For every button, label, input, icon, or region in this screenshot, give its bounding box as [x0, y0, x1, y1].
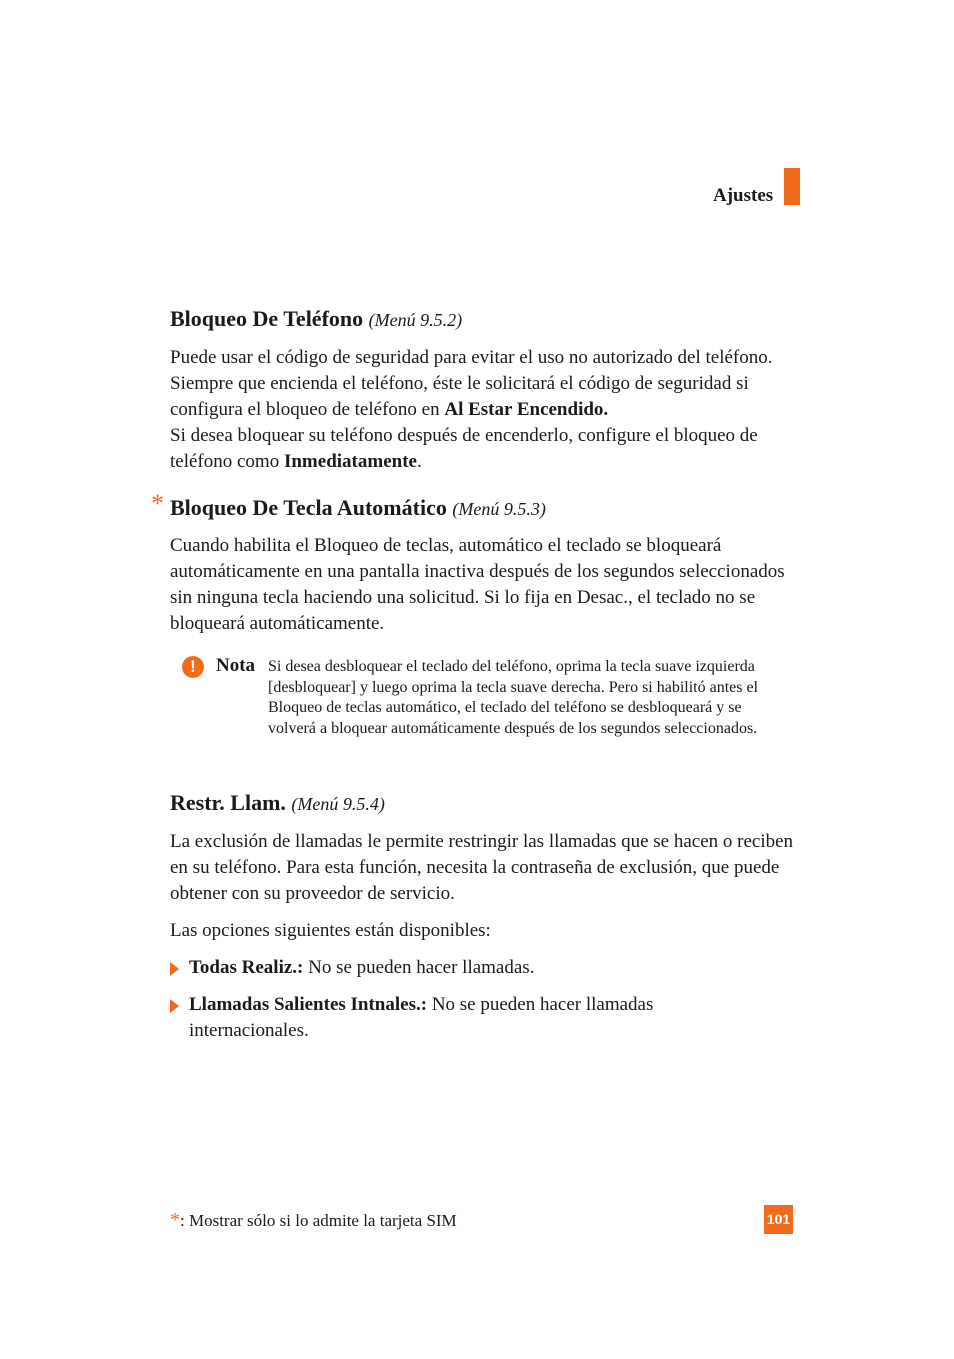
section-title: Bloqueo De Tecla Automático	[170, 495, 447, 520]
section-heading-bloqueo-tecla	[170, 495, 546, 521]
paragraph-options-intro: Las opciones siguientes están disponibles:	[170, 920, 491, 941]
paragraph-text: .	[416, 451, 422, 472]
emphasis-text: Al Estar Encendido.	[444, 399, 609, 420]
paragraph-text: Si desea bloquear su teléfono después de encenderlo, configure el bloqueo de teléfono como	[170, 425, 758, 472]
sim-asterisk-marker: *	[170, 1209, 180, 1231]
sim-asterisk-marker: *	[151, 489, 164, 518]
page-number: 101	[764, 1205, 793, 1234]
list-item-desc: No se pueden hacer llamadas.	[303, 957, 535, 978]
menu-reference: (Menú 9.5.2)	[368, 310, 463, 330]
footnote-text: : Mostrar sólo si lo admite la tarjeta SIM	[180, 1211, 457, 1230]
paragraph-restr-llam: La exclusión de llamadas le permite restringir las llamadas que se hacen o reciben en su teléfono. Para esta función, necesita la contraseña de exclusión, que puede obtener con su proveedor de servicio.	[170, 831, 794, 904]
note-text: Si desea desbloquear el teclado del teléfono, oprima la tecla suave izquierda [desbloquear] y luego oprima la tecla suave derecha. Pero si habilitó antes el Bloqueo de teclas automático, el teclado del teléfono se desbloqueará y se volverá a bloquear automáticamente después de los segundos seleccionados.	[268, 658, 759, 737]
section-tab-marker	[784, 168, 800, 205]
footnote	[170, 1209, 457, 1232]
emphasis-text: Inmediatamente	[283, 451, 417, 472]
paragraph-bloqueo-telefono	[170, 345, 810, 475]
menu-reference: (Menú 9.5.4)	[291, 794, 385, 814]
list-item	[170, 992, 730, 1044]
menu-reference: (Menú 9.5.3)	[452, 499, 546, 519]
note-label: Nota	[216, 655, 256, 676]
list-item-term: Llamadas Salientes Intnales.:	[189, 994, 428, 1015]
list-item-desc: No se pueden hacer llamadas internacionales.	[189, 994, 654, 1041]
section-heading-bloqueo-telefono	[170, 306, 462, 332]
section-title: Bloqueo De Teléfono	[170, 306, 364, 331]
list-item	[170, 955, 810, 981]
section-heading-restr-llam	[170, 790, 385, 816]
list-item-term: Todas Realiz.:	[189, 957, 304, 978]
bullet-triangle-icon	[170, 962, 179, 976]
section-header-label: Ajustes	[713, 185, 774, 206]
exclamation-icon: !	[182, 656, 204, 678]
bullet-triangle-icon	[170, 999, 179, 1013]
section-title: Restr. Llam.	[170, 790, 286, 815]
paragraph-bloqueo-tecla: Cuando habilita el Bloqueo de teclas, automático el teclado se bloqueará automáticamente en una pantalla inactiva después de los segundos seleccionados sin ninguna tecla haciendo una solicitud. Si lo fija en Desac., el teclado no se bloqueará automáticamente.	[170, 535, 785, 634]
paragraph-text: Puede usar el código de seguridad para evitar el uso no autorizado del teléfono. Siempre que encienda el teléfono, éste le solicitará el código de seguridad si configura el bloqueo de teléfono en	[170, 347, 773, 420]
